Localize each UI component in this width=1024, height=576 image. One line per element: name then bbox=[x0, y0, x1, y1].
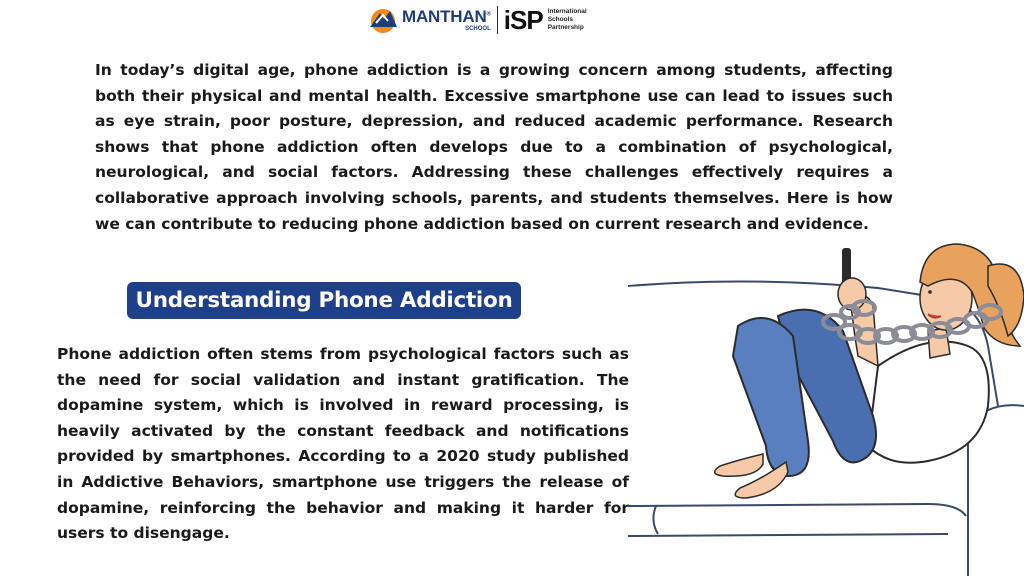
logo-divider bbox=[497, 6, 498, 34]
isp-logo-mark: iSP bbox=[503, 5, 543, 35]
registered-mark: ® bbox=[486, 11, 491, 18]
manthan-subtitle: SCHOOL bbox=[465, 26, 491, 32]
section-heading-pill bbox=[127, 282, 521, 319]
section-heading: Understanding Phone Addiction bbox=[135, 288, 513, 313]
manthan-name: MANTHAN bbox=[402, 7, 487, 26]
isp-line-3: Partnership bbox=[547, 24, 584, 31]
section-paragraph: Phone addiction often stems from psychological factors such as the need for social validation and instant gratification. The dopamine system, which is involved in reward processing, is heavily activated by the constant feedback and notifications provided by smartphones. According to a 2020 study published in Addictive Behaviors, smartphone use triggers the release of dopamine, reinforcing the behavior and making it harder for users to disengage. bbox=[57, 345, 629, 543]
woman-chained-to-phone-illustration bbox=[628, 236, 1024, 576]
header-logos bbox=[366, 4, 626, 36]
isp-line-1: International bbox=[547, 8, 587, 15]
manthan-logo-icon bbox=[366, 5, 400, 35]
intro-paragraph: In today’s digital age, phone addiction is a growing concern among students, affecting both their physical and mental health. Excessive smartphone use can lead to issues such as eye strain, poor posture, depression, and reduced academic performance. Research shows that phone addiction often develops due to a combination of psychological, neurological, and social factors. Addressing these challenges effectively requires a collaborative approach involving schools, parents, and students themselves. Here is how we can contribute to reducing phone addiction based on current research and evidence. bbox=[95, 61, 893, 233]
isp-full-name bbox=[548, 8, 587, 32]
isp-line-2: Schools bbox=[547, 16, 573, 23]
woman-foot-left bbox=[715, 454, 763, 476]
woman-shirt bbox=[868, 342, 989, 463]
manthan-wordmark bbox=[402, 8, 491, 32]
